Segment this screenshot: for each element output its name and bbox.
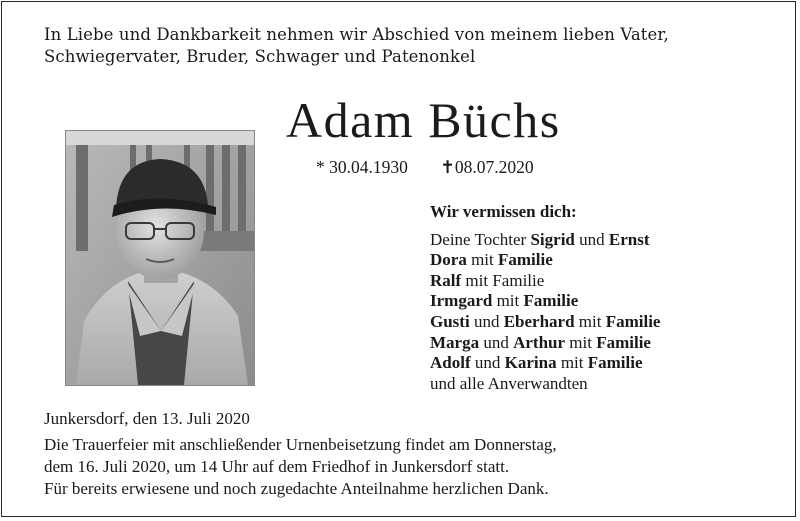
intro-text [44,24,764,68]
mourner-text: Sigrid [530,229,575,249]
mourner-text: Adolf [430,353,471,373]
mourner-text: Familie [605,311,661,331]
mourner-text: mit [556,353,588,373]
mourner-text: mit [492,291,524,311]
funeral-notice [44,434,764,500]
mourner-text: Eberhard [503,311,575,331]
portrait-photo [65,130,255,386]
mourner-text: mit Familie [461,270,545,290]
mourner-text: Marga [430,332,480,352]
mourner-text: Familie [587,353,643,373]
mourner-text: Irmgard [430,291,493,311]
mourner-text: Ernst [608,229,650,249]
life-dates [316,156,534,178]
mourners-heading: Wir vermissen dich: [430,202,577,221]
mourner-text: Familie [498,250,553,270]
mourner-line [430,374,770,395]
mourner-text: Dora [430,250,467,270]
mourner-text: Ralf [430,270,462,290]
mourner-line [430,333,770,354]
mourner-text: Familie [596,332,651,352]
notice-line: Die Trauerfeier mit anschließender Urnenbeisetzung findet am Donnerstag, [44,435,557,454]
intro-line: Schwiegervater, Bruder, Schwager und Patenonkel [44,47,476,66]
notice-line: dem 16. Juli 2020, um 14 Uhr auf dem Friedhof in Junkersdorf statt. [44,457,510,476]
mourner-line [430,353,770,374]
mourner-text: und [574,229,609,249]
mourner-text: mit [574,311,606,331]
deceased-name: Adam Büchs [286,92,561,148]
notice-line: Für bereits erwiesene und noch zugedachte Anteilnahme herzlichen Dank. [44,479,549,498]
portrait-image [66,131,254,385]
mourner-text: und alle Anverwandten [430,373,588,393]
mourner-text: Karina [504,353,557,373]
mourner-line [430,291,770,312]
mourner-line [430,230,770,251]
obituary-notice [1,1,796,517]
death-date: ✝08.07.2020 [440,157,534,177]
mourner-line [430,312,770,333]
mourner-text: mit [565,332,597,352]
mourner-text: Gusti [430,311,470,331]
mourner-text: und [479,332,514,352]
mourners-list [430,202,770,394]
mourner-text: und [470,353,505,373]
mourner-text: mit [466,250,498,270]
birth-date: * 30.04.1930 [316,157,408,177]
place-date: Junkersdorf, den 13. Juli 2020 [44,409,250,428]
mourner-text: Familie [523,291,579,311]
mourner-line [430,250,770,271]
mourner-text: Deine Tochter [430,229,531,249]
mourner-line [430,271,770,292]
mourner-text: und [469,311,504,331]
mourner-lines [430,230,770,395]
intro-line: In Liebe und Dankbarkeit nehmen wir Abschied von meinem lieben Vater, [44,25,669,44]
mourner-text: Arthur [513,332,566,352]
